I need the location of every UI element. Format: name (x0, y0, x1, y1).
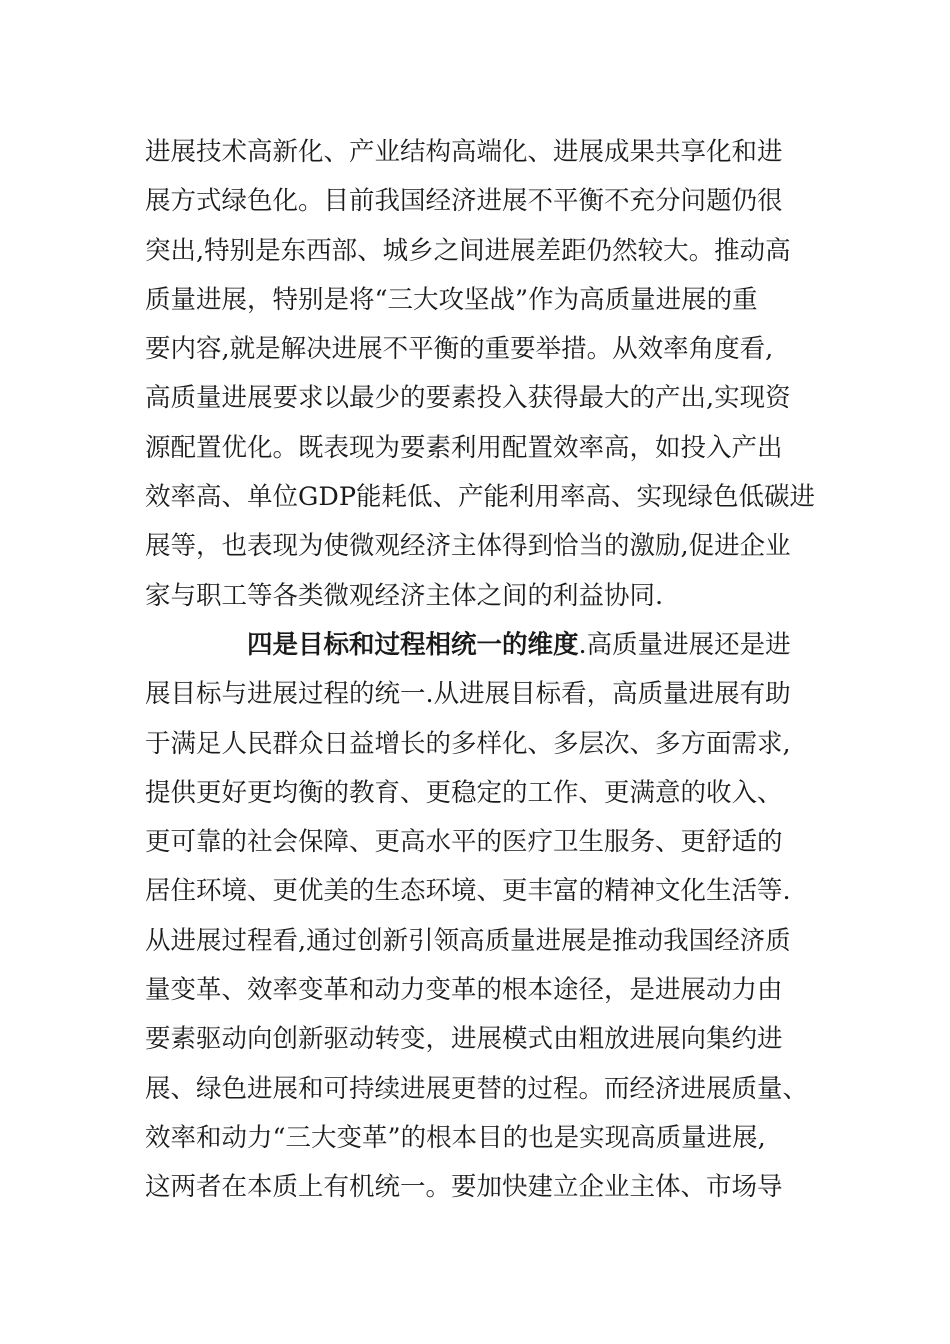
text-line: 源配置优化。既表现为要素利用配置效率高，如投入产出 (145, 432, 783, 463)
text-line: 展等，也表现为使微观经济主体得到恰当的激励,促进企业 (145, 531, 791, 562)
text-line: 展方式绿色化。目前我国经济进展不平衡不充分问题仍很 (145, 186, 783, 217)
first-line-rest: .高质量进展还是进 (578, 629, 791, 660)
text-line: 于满足人民群众日益增长的多样化、多层次、多方面需求, (145, 728, 791, 759)
text-line: 从进展过程看,通过创新引领高质量进展是推动我国经济质 (145, 925, 791, 956)
text-line: 量变革、效率变革和动力变革的根本途径，是进展动力由 (145, 975, 783, 1006)
text-line: 要素驱动向创新驱动转变，进展模式由粗放进展向集约进 (145, 1024, 783, 1055)
text-line: 高质量进展要求以最少的要素投入获得最大的产出,实现资 (145, 383, 791, 414)
document-body (145, 128, 815, 1213)
paragraph-2 (145, 621, 815, 1213)
text-line: 居住环境、更优美的生态环境、更丰富的精神文化生活等. (145, 876, 791, 907)
text-line: 提供更好更均衡的教育、更稳定的工作、更满意的收入、 (145, 777, 783, 808)
section-lead-heading: 四是目标和过程相统一的维度 (247, 629, 579, 660)
text-line: 进展技术高新化、产业结构高端化、进展成果共享化和进 (145, 137, 783, 167)
text-line: 要内容,就是解决进展不平衡的重要举措。从效率角度看, (145, 334, 774, 365)
text-line: 展目标与进展过程的统一.从进展目标看，高质量进展有助 (145, 679, 791, 710)
text-line: 突出,特别是东西部、城乡之间进展差距仍然较大。推动高 (145, 235, 791, 266)
text-line: 这两者在本质上有机统一。要加快建立企业主体、市场导 (145, 1172, 783, 1203)
text-line: 效率和动力“三大变革”的根本目的也是实现高质量进展, (145, 1122, 766, 1153)
text-line: 更可靠的社会保障、更高水平的医疗卫生服务、更舒适的 (145, 827, 783, 858)
text-line: 家与职工等各类微观经济主体之间的利益协同. (145, 580, 664, 611)
text-line: 效率高、单位GDP能耗低、产能利用率高、实现绿色低碳进 (145, 482, 815, 513)
paragraph-1 (145, 128, 815, 621)
text-line: 展、绿色进展和可持续进展更替的过程。而经济进展质量、 (145, 1073, 809, 1104)
paragraph-2-first-line (145, 621, 815, 670)
text-line: 质量进展，特别是将“三大攻坚战”作为高质量进展的重 (145, 284, 758, 315)
